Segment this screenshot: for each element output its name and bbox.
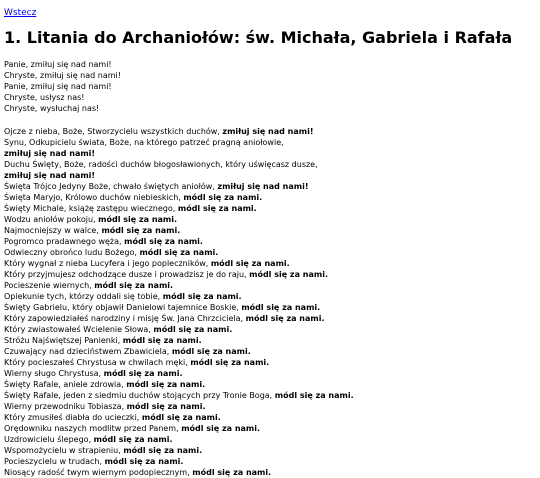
invocation-line [4,280,534,291]
back-link[interactable]: Wstecz [4,8,37,18]
intro-line: Panie, zmiłuj się nad nami! [4,60,112,69]
invocation-text: Który pocieszałeś Chrystusa w chwilach męki, [4,358,191,367]
invocation-response: módl się za nami. [192,468,272,477]
invocation-line [4,335,534,346]
invocation-line [4,456,534,467]
invocation-response: módl się za nami. [124,237,203,246]
invocation-line [4,302,534,313]
invocation-line [4,368,534,379]
invocation-text: Który zmusiłeś diabła do ucieczki, [4,413,142,422]
page-title: 1. Litania do Archaniołów: św. Michała, Gabriela i Rafała [4,28,513,47]
invocation-text: Synu, Odkupicielu świata, Boże, na którego patrzeć pragną aniołowie, [4,138,284,147]
invocation-line [4,324,534,335]
invocation-text: Stróżu Najświętszej Panienki, [4,336,123,345]
invocation-text: Wierny sługo Chrystusa, [4,369,104,378]
invocation-line [4,258,534,269]
invocation-response: zmiłuj się nad nami! [217,182,309,191]
invocation-text: Opiekunie tych, którzy oddali się tobie, [4,292,163,301]
invocation-response: módl się za nami. [274,391,354,400]
invocation-response: zmiłuj się nad nami! [222,127,314,136]
intro-line: Panie, zmiłuj się nad nami! [4,82,112,91]
invocation-line [4,434,534,445]
invocation-response: módl się za nami. [241,303,321,312]
invocation-text: Święta Trójco Jedyny Boże, chwało świętych aniołów, [4,182,218,191]
page-content [4,0,534,478]
invocation-response: módl się za nami. [126,402,206,411]
invocation-text: Wierny przewodniku Tobiasza, [4,402,127,411]
invocation-text: Który zapowiedziałeś narodziny i misję Św. Jana Chrzciciela, [4,314,246,323]
invocation-response: módl się za nami. [171,347,251,356]
invocation-line [4,390,534,401]
invocation-text: Pocieszenie wiernych, [4,281,95,290]
invocation-response: módl się za nami. [123,446,203,455]
invocation-response: módl się za nami. [94,281,174,290]
invocation-text: Święta Maryjo, Królowo duchów niebieskich, [4,193,184,202]
litany-invocations [4,126,534,478]
invocation-text: Święty Michale, książę zastępu wiecznego, [4,204,178,213]
invocation-line [4,137,304,159]
invocation-line [4,247,534,258]
invocation-line [4,379,534,390]
invocation-text: Czuwający nad dzieciństwem Zbawiciela, [4,347,172,356]
invocation-response: módl się za nami. [249,270,328,279]
invocation-text: Który zwiastowałeś Wcielenie Słowa, [4,325,154,334]
invocation-response: módl się za nami. [181,424,261,433]
invocation-response: módl się za nami. [122,336,202,345]
invocation-response: módl się za nami. [210,259,290,268]
invocation-line [4,412,534,423]
invocation-response: módl się za nami. [126,380,206,389]
invocation-response: módl się za nami. [103,369,183,378]
invocation-line [4,214,534,225]
invocation-line [4,225,534,236]
invocation-line [4,203,534,214]
invocation-line [4,192,534,203]
invocation-line [4,357,534,368]
invocation-response: módl się za nami. [93,435,173,444]
invocation-line [4,159,339,181]
intro-line: Chryste, zmiłuj się nad nami! [4,71,121,80]
invocation-line [4,423,534,434]
invocation-text: Święty Rafale, aniele zdrowia, [4,380,127,389]
intro-line: Chryste, wysłuchaj nas! [4,104,100,113]
invocation-text: Duchu Święty, Boże, radości duchów błogosławionych, który uświęcasz dusze, [4,160,318,169]
invocation-text: Pogromco pradawnego węża, [4,237,125,246]
invocation-line [4,445,534,456]
invocation-text: Wodzu aniołów pokoju, [4,215,99,224]
invocation-line [4,236,534,247]
invocation-text: Uzdrowicielu ślepego, [4,435,94,444]
invocation-text: Niosący radość twym wiernym podopiecznym, [4,468,193,477]
invocation-line [4,269,534,280]
litany-intro [4,59,534,114]
invocation-response: módl się za nami. [162,292,242,301]
invocation-line [4,181,534,192]
invocation-response: zmiłuj się nad nami! [4,171,96,180]
invocation-response: módl się za nami. [101,226,181,235]
invocation-text: Święty Gabrielu, który objawił Danielowi tajemnice Boskie, [4,303,242,312]
invocation-line [4,346,534,357]
invocation-text: Święty Rafale, jeden z siedmiu duchów stojących przy Tronie Boga, [4,391,275,400]
invocation-response: zmiłuj się nad nami! [4,149,96,158]
invocation-text: Ojcze z nieba, Boże, Stworzycielu wszystkich duchów, [4,127,223,136]
invocation-text: Który przyjmujesz odchodzące dusze i prowadzisz je do raju, [4,270,250,279]
invocation-response: módl się za nami. [141,413,221,422]
invocation-text: Orędowniku naszych modlitw przed Panem, [4,424,182,433]
invocation-response: módl się za nami. [139,248,219,257]
invocation-response: módl się za nami. [153,325,233,334]
invocation-response: módl się za nami. [245,314,325,323]
invocation-response: módl się za nami. [177,204,257,213]
invocation-response: módl się za nami. [190,358,270,367]
invocation-text: Pocieszycielu w trudach, [4,457,105,466]
invocation-text: Odwieczny obrońco ludu Bożego, [4,248,140,257]
intro-line: Chryste, usłysz nas! [4,93,85,102]
invocation-text: Najmocniejszy w walce, [4,226,102,235]
invocation-line [4,313,534,324]
invocation-line [4,291,534,302]
invocation-line [4,126,534,137]
invocation-line [4,401,534,412]
invocation-response: módl się za nami. [98,215,178,224]
invocation-response: módl się za nami. [183,193,263,202]
invocation-line [4,467,534,478]
invocation-response: módl się za nami. [104,457,184,466]
invocation-text: Który wygnał z nieba Lucyfera i jego popleczników, [4,259,211,268]
invocation-text: Wspomożycielu w strapieniu, [4,446,124,455]
